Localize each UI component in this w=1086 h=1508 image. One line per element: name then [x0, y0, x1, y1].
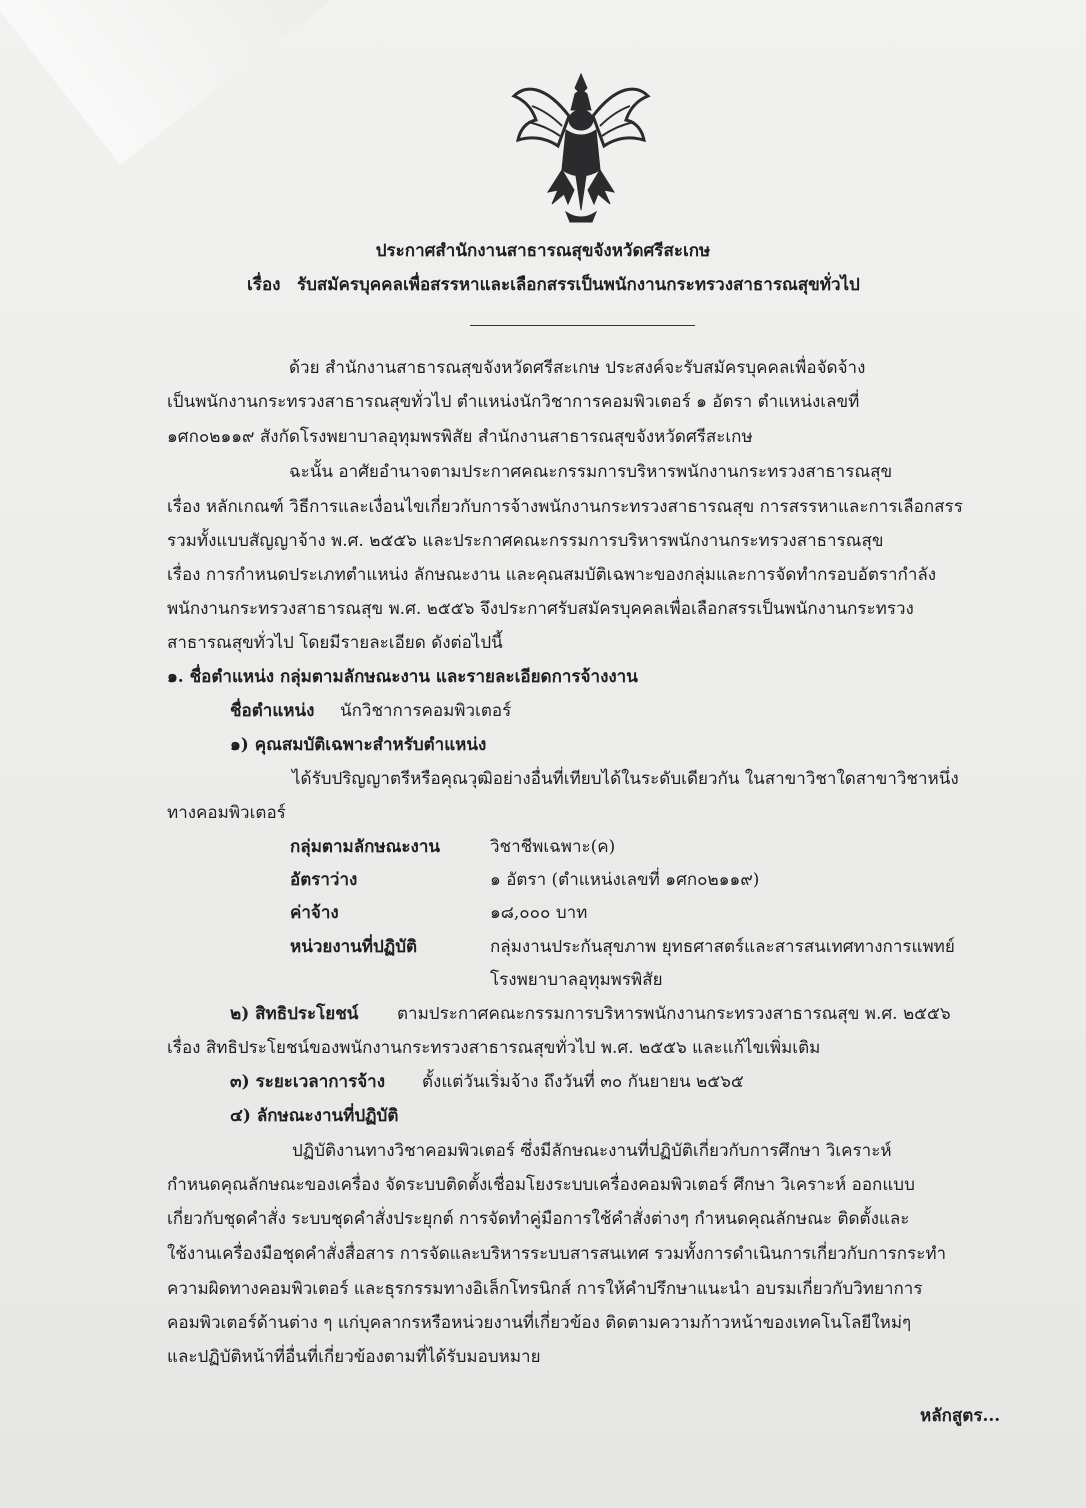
garuda-emblem-icon: [506, 66, 656, 226]
authority-line: เรื่อง การกำหนดประเภทตำแหน่ง ลักษณะงาน และคุณสมบัติเฉพาะของกลุ่มและการจัดทำกรอบอัตรากำลัง: [167, 565, 937, 585]
section-1-heading: ๑. ชื่อตำแหน่ง กลุ่มตามลักษณะงาน และรายละเอียดการจ้างงาน: [167, 667, 638, 687]
position-label: ชื่อตำแหน่ง: [230, 701, 315, 721]
duty-text: กำหนดคุณลักษณะของเครื่อง จัดระบบติดตั้งเชื่อมโยงระบบเครื่องคอมพิวเตอร์ ศึกษา วิเคราะห์ ออกแบบ: [167, 1175, 915, 1195]
page-fold-shadow: [0, 0, 358, 165]
authority-line: ฉะนั้น อาศัยอำนาจตามประกาศคณะกรรมการบริหารพนักงานกระทรวงสาธารณสุข: [289, 462, 893, 482]
detail-label: ค่าจ้าง: [290, 903, 339, 923]
period-text: ตั้งแต่วันเริ่มจ้าง ถึงวันที่ ๓๐ กันยายน ๒๕๖๕: [422, 1072, 744, 1092]
detail-label: อัตราว่าง: [290, 870, 358, 890]
qualification-heading: ๑) คุณสมบัติเฉพาะสำหรับตำแหน่ง: [230, 735, 487, 755]
benefit-text: ตามประกาศคณะกรรมการบริหารพนักงานกระทรวงสาธารณสุข พ.ศ. ๒๕๕๖: [397, 1004, 951, 1024]
detail-value-continued: โรงพยาบาลอุทุมพรพิสัย: [490, 970, 663, 990]
detail-value: วิชาชีพเฉพาะ(ค): [490, 837, 616, 857]
continued-marker: หลักสูตร...: [920, 1406, 1001, 1426]
period-heading: ๓) ระยะเวลาการจ้าง: [230, 1072, 386, 1092]
detail-label: หน่วยงานที่ปฏิบัติ: [290, 937, 418, 957]
duty-text: คอมพิวเตอร์ด้านต่าง ๆ แก่บุคลากรหรือหน่วยงานที่เกี่ยวข้อง ติดตามความก้าวหน้าของเทคโนโลยีใหม่ๆ: [167, 1313, 912, 1333]
document-subject: รับสมัครบุคคลเพื่อสรรหาและเลือกสรรเป็นพนักงานกระทรวงสาธารณสุขทั่วไป: [297, 275, 860, 295]
position-value: นักวิชาการคอมพิวเตอร์: [340, 701, 512, 721]
qualification-text: ทางคอมพิวเตอร์: [167, 803, 286, 823]
document-title: ประกาศสำนักงานสาธารณสุขจังหวัดศรีสะเกษ: [375, 241, 711, 261]
detail-label: กลุ่มตามลักษณะงาน: [290, 837, 440, 857]
detail-value: ๑๘,๐๐๐ บาท: [490, 903, 588, 923]
intro-line: เป็นพนักงานกระทรวงสาธารณสุขทั่วไป ตำแหน่งนักวิชาการคอมพิวเตอร์ ๑ อัตรา ตำแหน่งเลขที่: [167, 392, 860, 412]
benefit-heading: ๒) สิทธิประโยชน์: [230, 1004, 359, 1024]
authority-line: สาธารณสุขทั่วไป โดยมีรายละเอียด ดังต่อไปนี้: [167, 633, 503, 653]
benefit-text: เรื่อง สิทธิประโยชน์ของพนักงานกระทรวงสาธารณสุขทั่วไป พ.ศ. ๒๕๕๖ และแก้ไขเพิ่มเติม: [167, 1038, 821, 1058]
authority-line: พนักงานกระทรวงสาธารณสุข พ.ศ. ๒๕๕๖ จึงประกาศรับสมัครบุคคลเพื่อเลือกสรรเป็นพนักงานกระทรวง: [167, 599, 914, 619]
title-divider: [470, 325, 695, 326]
duty-text: และปฏิบัติหน้าที่อื่นที่เกี่ยวข้องตามที่ได้รับมอบหมาย: [167, 1347, 541, 1367]
detail-value: กลุ่มงานประกันสุขภาพ ยุทธศาสตร์และสารสนเทศทางการแพทย์: [490, 937, 955, 957]
duty-text: ใช้งานเครื่องมือชุดคำสั่งสื่อสาร การจัดและบริหารระบบสารสนเทศ รวมทั้งการดำเนินการเกี่ยวกับการกระทำ: [167, 1244, 947, 1264]
duty-text: เกี่ยวกับชุดคำสั่ง ระบบชุดคำสั่งประยุกต์ การจัดทำคู่มือการใช้คำสั่งต่างๆ กำหนดคุณลักษณะ ติดตั้งและ: [167, 1209, 910, 1229]
qualification-text: ได้รับปริญญาตรีหรือคุณวุฒิอย่างอื่นที่เทียบได้ในระดับเดียวกัน ในสาขาวิชาใดสาขาวิชาหนึ่ง: [292, 769, 959, 789]
detail-value: ๑ อัตรา (ตำแหน่งเลขที่ ๑ศก๐๒๑๑๙): [490, 870, 760, 890]
intro-line: ๑ศก๐๒๑๑๙ สังกัดโรงพยาบาลอุทุมพรพิสัย สำนักงานสาธารณสุขจังหวัดศรีสะเกษ: [167, 427, 753, 447]
authority-line: รวมทั้งแบบสัญญาจ้าง พ.ศ. ๒๕๕๖ และประกาศคณะกรรมการบริหารพนักงานกระทรวงสาธารณสุข: [167, 531, 884, 551]
duty-heading: ๔) ลักษณะงานที่ปฏิบัติ: [230, 1106, 399, 1126]
authority-line: เรื่อง หลักเกณฑ์ วิธีการและเงื่อนไขเกี่ยวกับการจ้างพนักงานกระทรวงสาธารณสุข การสรรหาและการเลือกสรร: [167, 497, 963, 517]
duty-text: ปฏิบัติงานทางวิชาคอมพิวเตอร์ ซึ่งมีลักษณะงานที่ปฏิบัติเกี่ยวกับการศึกษา วิเคราะห์: [292, 1141, 892, 1161]
duty-text: ความผิดทางคอมพิวเตอร์ และธุรกรรมทางอิเล็กโทรนิกส์ การให้คำปรึกษาแนะนำ อบรมเกี่ยวกับวิทยาการ: [167, 1279, 923, 1299]
subject-label: เรื่อง: [247, 275, 281, 295]
intro-line: ด้วย สำนักงานสาธารณสุขจังหวัดศรีสะเกษ ประสงค์จะรับสมัครบุคคลเพื่อจัดจ้าง: [289, 358, 866, 378]
